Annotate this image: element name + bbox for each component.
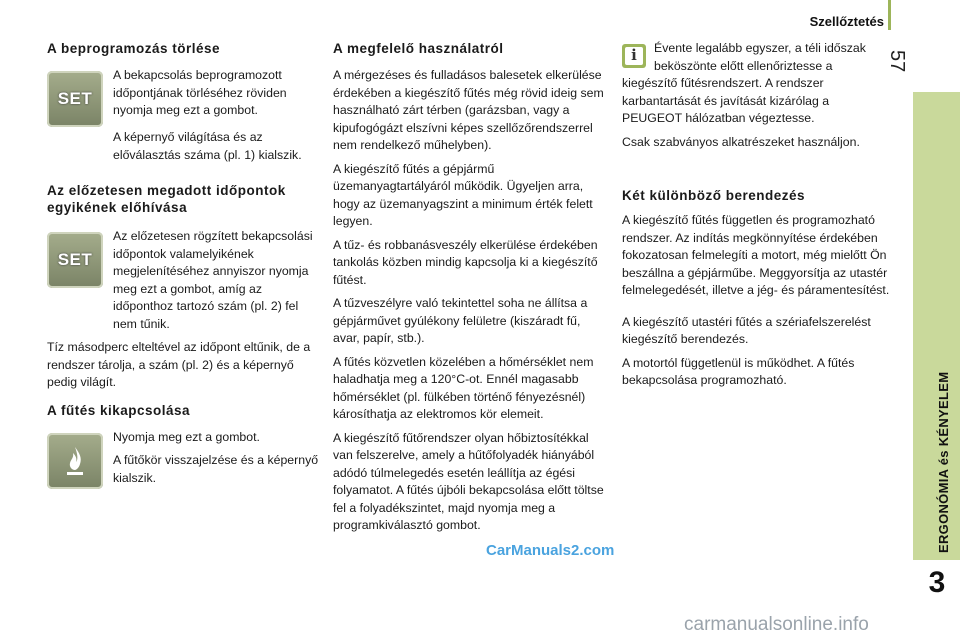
paragraph: A tűzveszélyre való tekintettel soha ne állítsa a gépjárművet gyúlékony felületre (kiszáradt fű, avar, papír, stb.). bbox=[333, 296, 588, 345]
paragraph: A motortól függetlenül is működhet. A fűtés bekapcsolása programozható. bbox=[622, 355, 855, 387]
heater-flame-icon bbox=[47, 433, 103, 489]
header-divider bbox=[888, 0, 891, 30]
set-button-icon bbox=[47, 232, 103, 288]
section-title-cancel-programming: A beprogramozás törlése bbox=[47, 41, 221, 56]
watermark-carmanualsonline: carmanualsonline.info bbox=[684, 614, 869, 635]
info-paragraph: Évente legalább egyszer, a téli időszak beköszönte előtt ellenőriztesse a kiegészítő fűtésrendszert. A rendszer karbantartását és javítását kizárólag a PEUGEOT hálózatban végeztesse. bbox=[622, 41, 866, 125]
side-tab-label: ERGONÓMIA és KÉNYELEM bbox=[936, 371, 951, 553]
header-title: Szellőztetés bbox=[809, 14, 884, 29]
set-button-icon bbox=[47, 71, 103, 127]
paragraph: A tűz- és robbanásveszély elkerülése érdekében tankolás közben mindig kapcsolja ki a kiegészítő fűtést. bbox=[333, 237, 598, 287]
set-icon-label: SET bbox=[57, 89, 93, 109]
section-title-recall-preset: Az előzetesen megadott időpontok egyikének előhívása bbox=[47, 183, 286, 215]
paragraph: A kiegészítő fűtőrendszer olyan hőbiztosítékkal van felszerelve, amely a hűtőfolyadék hiányából adódó túlmelegedés esetén leállítja az égési folyamatot. A fűtés újbóli bekapcsolása előtt töltse fel a folyadékszintet, majd nyomja meg a programkiválasztó gombot. bbox=[333, 430, 604, 532]
paragraph: A fűtőkör visszajelzése és a képernyő kialszik. bbox=[113, 453, 319, 485]
info-icon: i bbox=[622, 44, 646, 68]
paragraph: A kiegészítő utastéri fűtés a szériafelszerelést kiegészítő berendezés. bbox=[622, 314, 871, 346]
column-middle bbox=[333, 40, 605, 541]
paragraph: A bekapcsolás beprogramozott időpontjának törléséhez röviden nyomja meg ezt a gombot. bbox=[113, 68, 287, 117]
watermark-carmanuals2: CarManuals2.com bbox=[486, 542, 615, 559]
paragraph: A mérgezéses és fulladásos balesetek elkerülése érdekében a kiegészítő fűtés még rövid ideig sem használható zárt térben (garázsban, vagy a kipufogógázt elszívni képes szellőzőrendszerrel nem rendelkező műhelyben). bbox=[333, 68, 604, 152]
paragraph: A kiegészítő fűtés független és programozható rendszer. Az indítás megkönnyítése érdekében fokozatosan felmelegíti a motort, még mielőtt Ön beszállna a gépjárműbe. Meggyorsítja az utastér felmelegedését, illetve a jég- és páramentesítést. bbox=[622, 213, 890, 297]
paragraph: A képernyő világítása és az előválasztás száma (pl. 1) kialszik. bbox=[113, 130, 302, 162]
cancel-programming-row bbox=[47, 67, 319, 127]
section-title-proper-use: A megfelelő használatról bbox=[333, 41, 504, 56]
section-title-two-devices: Két különböző berendezés bbox=[622, 188, 806, 203]
recall-preset-row bbox=[47, 228, 319, 339]
page-number: 57 bbox=[886, 50, 908, 73]
column-right bbox=[622, 40, 890, 396]
section-title-heating-off: A fűtés kikapcsolása bbox=[47, 402, 191, 418]
chapter-number: 3 bbox=[928, 566, 946, 599]
paragraph: Tíz másodperc elteltével az időpont eltűnik, de a rendszer tárolja, a szám (pl. 2) és a képernyő pedig világít. bbox=[47, 340, 311, 389]
paragraph: Nyomja meg ezt a gombot. bbox=[113, 429, 260, 444]
column-left bbox=[47, 40, 319, 493]
heating-off-row bbox=[47, 429, 319, 494]
paragraph: A kiegészítő fűtés a gépjármű üzemanyagtartályáról működik. Ügyeljen arra, hogy az üzemanyagszint a minimum érték felett legyen. bbox=[333, 161, 593, 228]
info-paragraph: Csak szabványos alkatrészeket használjon. bbox=[622, 134, 860, 149]
paragraph: Az előzetesen rögzített bekapcsolási időpontok valamelyikének megjelenítéséhez annyiszor nyomja meg ezt a gombot, amíg az időponthoz tartozó szám (pl. 2) fel nem tűnik. bbox=[113, 229, 313, 331]
set-icon-label: SET bbox=[57, 250, 93, 270]
paragraph: A fűtés közvetlen közelében a hőmérséklet nem haladhatja meg a 120°C-ot. Ennél magasabb hőmérséklet (pl. fülkében történő fényezésnél) károsíthatja az elektromos kör elemeit. bbox=[333, 354, 594, 421]
